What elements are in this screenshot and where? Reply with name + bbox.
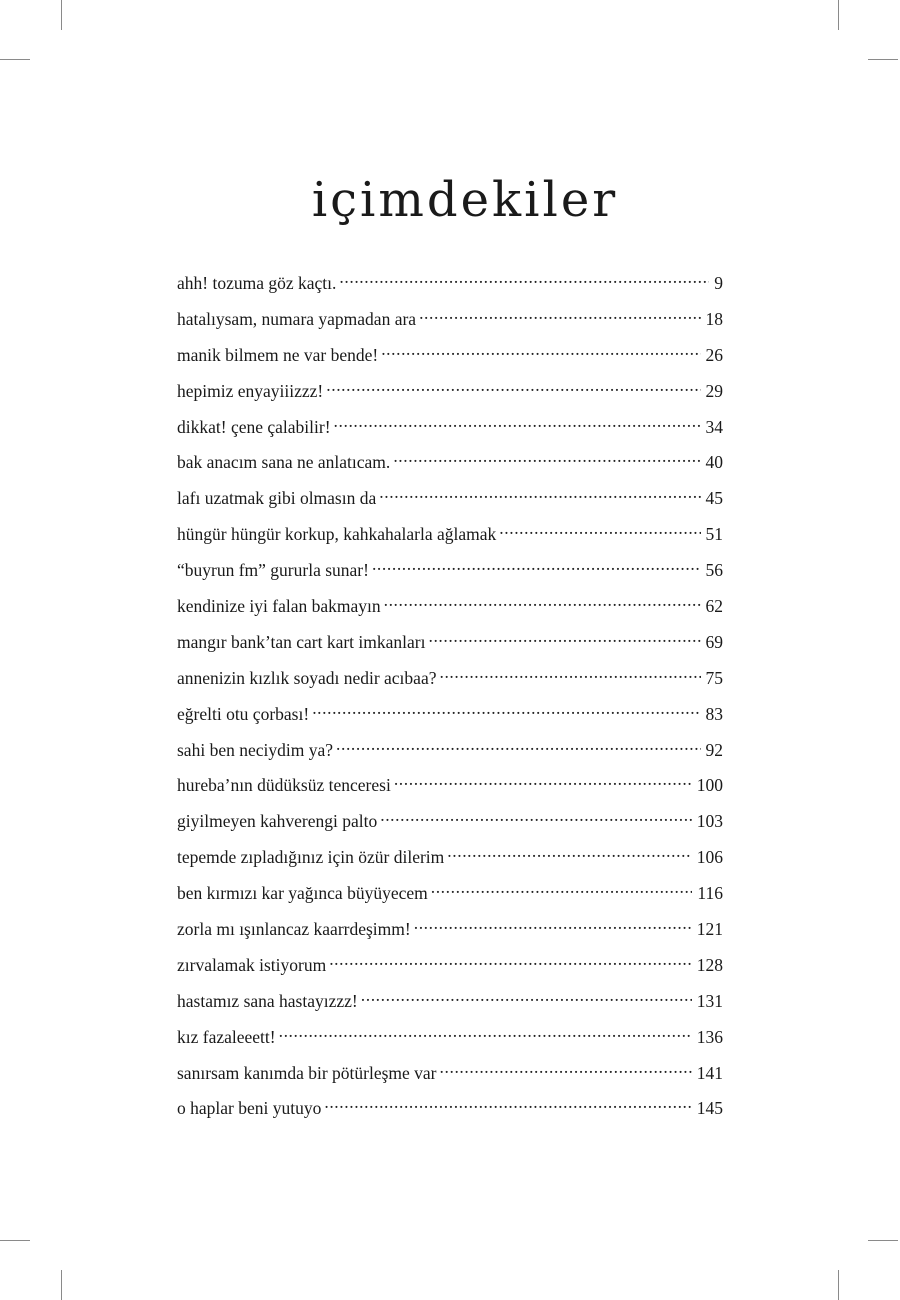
toc-entry-page-number: 9 bbox=[714, 273, 723, 293]
toc-entry-page-number: 131 bbox=[696, 990, 723, 1011]
dot-leader bbox=[380, 803, 692, 827]
toc-entry bbox=[177, 480, 723, 516]
toc-entry-title: eğrelti otu çorbası! bbox=[177, 703, 310, 724]
dot-leader bbox=[393, 444, 700, 468]
toc-entry-page-number: 106 bbox=[696, 847, 723, 868]
toc-entry bbox=[177, 552, 723, 588]
toc-entry-title: hüngür hüngür korkup, kahkahalarla ağlamak bbox=[177, 524, 497, 545]
toc-entry-title: tepemde zıpladığınız için özür dilerim bbox=[177, 847, 445, 868]
toc-entry bbox=[177, 911, 723, 947]
toc-entry-page-number: 100 bbox=[696, 775, 723, 796]
dot-leader bbox=[440, 1055, 692, 1079]
crop-mark-top-left bbox=[61, 0, 62, 30]
toc-entry-title: hureba’nın düdüksüz tenceresi bbox=[177, 775, 391, 796]
dot-leader bbox=[372, 552, 701, 576]
dot-leader bbox=[439, 660, 700, 684]
page-title: içimdekiler bbox=[311, 172, 619, 228]
toc-entry bbox=[177, 1019, 723, 1055]
dot-leader bbox=[394, 767, 692, 791]
toc-entry-title: kız fazaleeett! bbox=[177, 1026, 276, 1047]
toc-entry-page-number: 26 bbox=[705, 344, 723, 365]
toc-entry bbox=[177, 660, 723, 696]
toc-entry bbox=[177, 265, 723, 301]
toc-entry-page-number: 103 bbox=[696, 811, 723, 832]
toc-entry-page-number: 45 bbox=[705, 488, 723, 509]
toc-entry-title: giyilmeyen kahverengi palto bbox=[177, 811, 378, 832]
crop-mark-right-top bbox=[868, 59, 898, 60]
dot-leader bbox=[336, 732, 701, 756]
toc-entry-page-number: 56 bbox=[705, 560, 723, 581]
toc-entry bbox=[177, 1055, 723, 1091]
toc-entry-page-number: 18 bbox=[705, 308, 723, 329]
toc-entry bbox=[177, 983, 723, 1019]
toc-entry-page-number: 83 bbox=[705, 703, 723, 724]
dot-leader bbox=[334, 409, 701, 433]
toc-entry bbox=[177, 839, 723, 875]
toc-entry-title: dikkat! çene çalabilir! bbox=[177, 416, 331, 437]
toc-entry bbox=[177, 516, 723, 552]
toc-entry bbox=[177, 444, 723, 480]
toc-entry-page-number: 51 bbox=[705, 524, 723, 545]
crop-mark-left-bottom bbox=[0, 1240, 30, 1241]
toc-entry-title: zırvalamak istiyorum bbox=[177, 954, 327, 975]
crop-mark-left-top bbox=[0, 59, 30, 60]
toc-entry-page-number: 75 bbox=[705, 667, 723, 688]
toc-entry-title: sahi ben neciydim ya? bbox=[177, 739, 333, 760]
dot-leader bbox=[279, 1019, 692, 1043]
toc-entry-title: hepimiz enyayiiizzz! bbox=[177, 380, 324, 401]
toc-entry bbox=[177, 947, 723, 983]
toc-entry-page-number: 92 bbox=[705, 739, 723, 760]
dot-leader bbox=[361, 983, 692, 1007]
toc-entry-title: hatalıysam, numara yapmadan ara bbox=[177, 308, 417, 329]
toc-entry-title: kendinize iyi falan bakmayın bbox=[177, 596, 381, 617]
dot-leader bbox=[339, 265, 709, 289]
toc-entry bbox=[177, 301, 723, 337]
toc-entry-page-number: 69 bbox=[705, 631, 723, 652]
dot-leader bbox=[499, 516, 700, 540]
toc-entry bbox=[177, 337, 723, 373]
toc-entry-page-number: 141 bbox=[696, 1062, 723, 1083]
toc-entry-title: ahh! tozuma göz kaçtı. bbox=[177, 273, 337, 293]
dot-leader bbox=[419, 301, 700, 325]
toc-entry-page-number: 128 bbox=[696, 954, 723, 975]
toc-entry bbox=[177, 732, 723, 768]
toc-entry-title: sanırsam kanımda bir pötürleşme var bbox=[177, 1062, 437, 1083]
toc-entry-title: manik bilmem ne var bende! bbox=[177, 344, 379, 365]
toc-entry bbox=[177, 588, 723, 624]
toc-entry-page-number: 62 bbox=[705, 596, 723, 617]
toc-entry-page-number: 40 bbox=[705, 452, 723, 473]
toc-entry-title: bak anacım sana ne anlatıcam. bbox=[177, 452, 391, 473]
toc-entry bbox=[177, 767, 723, 803]
toc-entry-title: “buyrun fm” gururla sunar! bbox=[177, 560, 369, 581]
toc-entry bbox=[177, 696, 723, 732]
dot-leader bbox=[312, 696, 700, 720]
dot-leader bbox=[414, 911, 692, 935]
toc-entry-title: annenizin kızlık soyadı nedir acıbaa? bbox=[177, 667, 437, 688]
dot-leader bbox=[384, 588, 701, 612]
crop-mark-top-right bbox=[838, 0, 839, 30]
dot-leader bbox=[324, 1090, 691, 1114]
toc-entry bbox=[177, 624, 723, 660]
crop-mark-bottom-left bbox=[61, 1270, 62, 1300]
toc-entry bbox=[177, 373, 723, 409]
toc-entry-page-number: 145 bbox=[696, 1098, 723, 1119]
toc-entry-page-number: 116 bbox=[697, 883, 723, 904]
toc-entry bbox=[177, 1090, 723, 1126]
toc-entry-page-number: 29 bbox=[705, 380, 723, 401]
dot-leader bbox=[329, 947, 692, 971]
toc-entry-title: o haplar beni yutuyo bbox=[177, 1098, 322, 1119]
dot-leader bbox=[431, 875, 693, 899]
toc-entry bbox=[177, 803, 723, 839]
toc-entry-title: zorla mı ışınlancaz kaarrdeşimm! bbox=[177, 919, 411, 940]
toc-entry-page-number: 34 bbox=[705, 416, 723, 437]
toc-entry-title: mangır bank’tan cart kart imkanları bbox=[177, 631, 426, 652]
crop-mark-right-bottom bbox=[868, 1240, 898, 1241]
toc-entry-title: lafı uzatmak gibi olmasın da bbox=[177, 488, 377, 509]
toc-entry bbox=[177, 875, 723, 911]
toc-entry-page-number: 136 bbox=[696, 1026, 723, 1047]
dot-leader bbox=[379, 480, 700, 504]
table-of-contents bbox=[177, 265, 723, 1126]
dot-leader bbox=[447, 839, 691, 863]
toc-entry-title: hastamız sana hastayızzz! bbox=[177, 990, 358, 1011]
dot-leader bbox=[428, 624, 700, 648]
crop-mark-bottom-right bbox=[838, 1270, 839, 1300]
toc-entry-title: ben kırmızı kar yağınca büyüyecem bbox=[177, 883, 428, 904]
dot-leader bbox=[326, 373, 700, 397]
dot-leader bbox=[381, 337, 700, 361]
toc-entry-page-number: 121 bbox=[696, 919, 723, 940]
toc-entry bbox=[177, 409, 723, 445]
